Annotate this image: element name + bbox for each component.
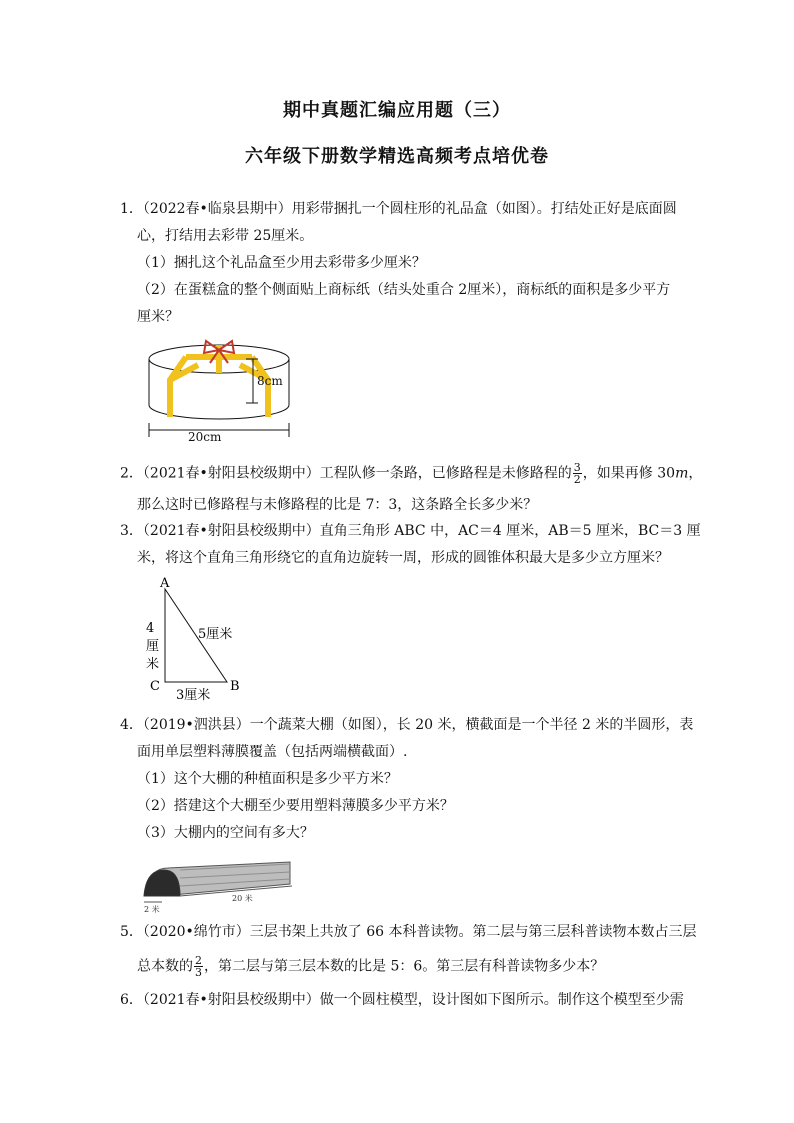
- q5-text-a: 总本数的: [137, 958, 193, 975]
- q1-sub-2-cont: 厘米？: [137, 309, 179, 325]
- q4-line-1: 4．（2019•泗洪县）一个蔬菜大棚（如图），长 20 米，横截面是一个半径 2 米的半圆形，表: [120, 717, 694, 733]
- page-subtitle: 六年级下册数学精选高频考点培优卷: [245, 146, 549, 167]
- q5-frac-num: 2: [195, 954, 202, 967]
- q2-frac-den: 2: [573, 473, 581, 486]
- q5-fraction: [194, 955, 203, 978]
- ab-label: 5厘米: [198, 627, 233, 642]
- height-label: 8cm: [257, 374, 283, 388]
- q3-line-2: 米，将这个直角三角形绕它的直角边旋转一周，形成的圆锥体积最大是多少立方厘米？: [137, 550, 669, 566]
- q5-text-b: ，第二层与第三层本数的比是 5：6。第三层有科普读物多少本？: [204, 958, 605, 975]
- q2-frac-num: 3: [573, 461, 581, 474]
- length-label: 20 米: [232, 894, 253, 903]
- q4-sub-3: （3）大棚内的空间有多大？: [137, 825, 314, 841]
- ac-label-num: 4: [146, 621, 155, 636]
- q2-unit: m: [675, 465, 689, 482]
- q5-line-1: 5．（2020•绵竹市）三层书架上共放了 66 本科普读物。第二层与第三层科普读物本数占三层: [120, 924, 697, 940]
- q2-text-b: ，如果再修 30: [582, 465, 676, 482]
- ac-label-unit-1: 厘: [146, 639, 160, 654]
- greenhouse-figure: [140, 852, 300, 914]
- gift-box-figure: [140, 335, 300, 445]
- triangle-figure: [140, 572, 250, 702]
- q4-line-2: 面用单层塑料薄膜覆盖（包括两端横截面）.: [137, 744, 408, 760]
- vertex-c: C: [150, 679, 160, 694]
- width-label: 20cm: [188, 430, 222, 444]
- vertex-a: A: [160, 576, 170, 591]
- q2-text-c: ，: [688, 465, 703, 482]
- q1-sub-2: （2）在蛋糕盒的整个侧面贴上商标纸（结头处重合 2厘米），商标纸的面积是多少平方: [137, 282, 671, 298]
- greenhouse-end: [144, 870, 180, 896]
- q5-line-2: [137, 955, 697, 978]
- page-title: 期中真题汇编应用题（三）: [283, 100, 511, 121]
- bc-label: 3厘米: [176, 688, 211, 702]
- q1-line-1: 1．（2022春•临泉县期中）用彩带捆扎一个圆柱形的礼品盒（如图）。打结处正好是底面圆: [120, 201, 677, 217]
- q1-line-2: 心，打结用去彩带 25厘米。: [137, 228, 314, 244]
- q4-sub-1: （1）这个大棚的种植面积是多少平方米？: [137, 771, 398, 787]
- q4-sub-2: （2）搭建这个大棚至少要用塑料薄膜多少平方米？: [137, 798, 454, 814]
- q1-sub-1: （1）捆扎这个礼品盒至少用去彩带多少厘米？: [137, 255, 426, 271]
- q6-line-1: 6．（2021春•射阳县校级期中）做一个圆柱模型，设计图如下图所示。制作这个模型至少需: [120, 992, 684, 1008]
- q2-text-a: 2．（2021春•射阳县校级期中）工程队修一条路，已修路程是未修路程的: [120, 465, 572, 482]
- ac-label-unit-2: 米: [146, 657, 160, 672]
- q5-frac-den: 3: [195, 966, 202, 979]
- q2-fraction: [573, 462, 582, 485]
- vertex-b: B: [230, 679, 240, 694]
- q3-line-1: 3．（2021春•射阳县校级期中）直角三角形 ABC 中，AC＝4 厘米，AB＝5 厘米，BC＝3 厘: [120, 523, 701, 539]
- q2-line-1: [120, 461, 703, 486]
- radius-label: 2 米: [144, 905, 160, 914]
- q2-line-2: 那么这时已修路程与未修路程的比是 7：3，这条路全长多少米？: [137, 497, 538, 513]
